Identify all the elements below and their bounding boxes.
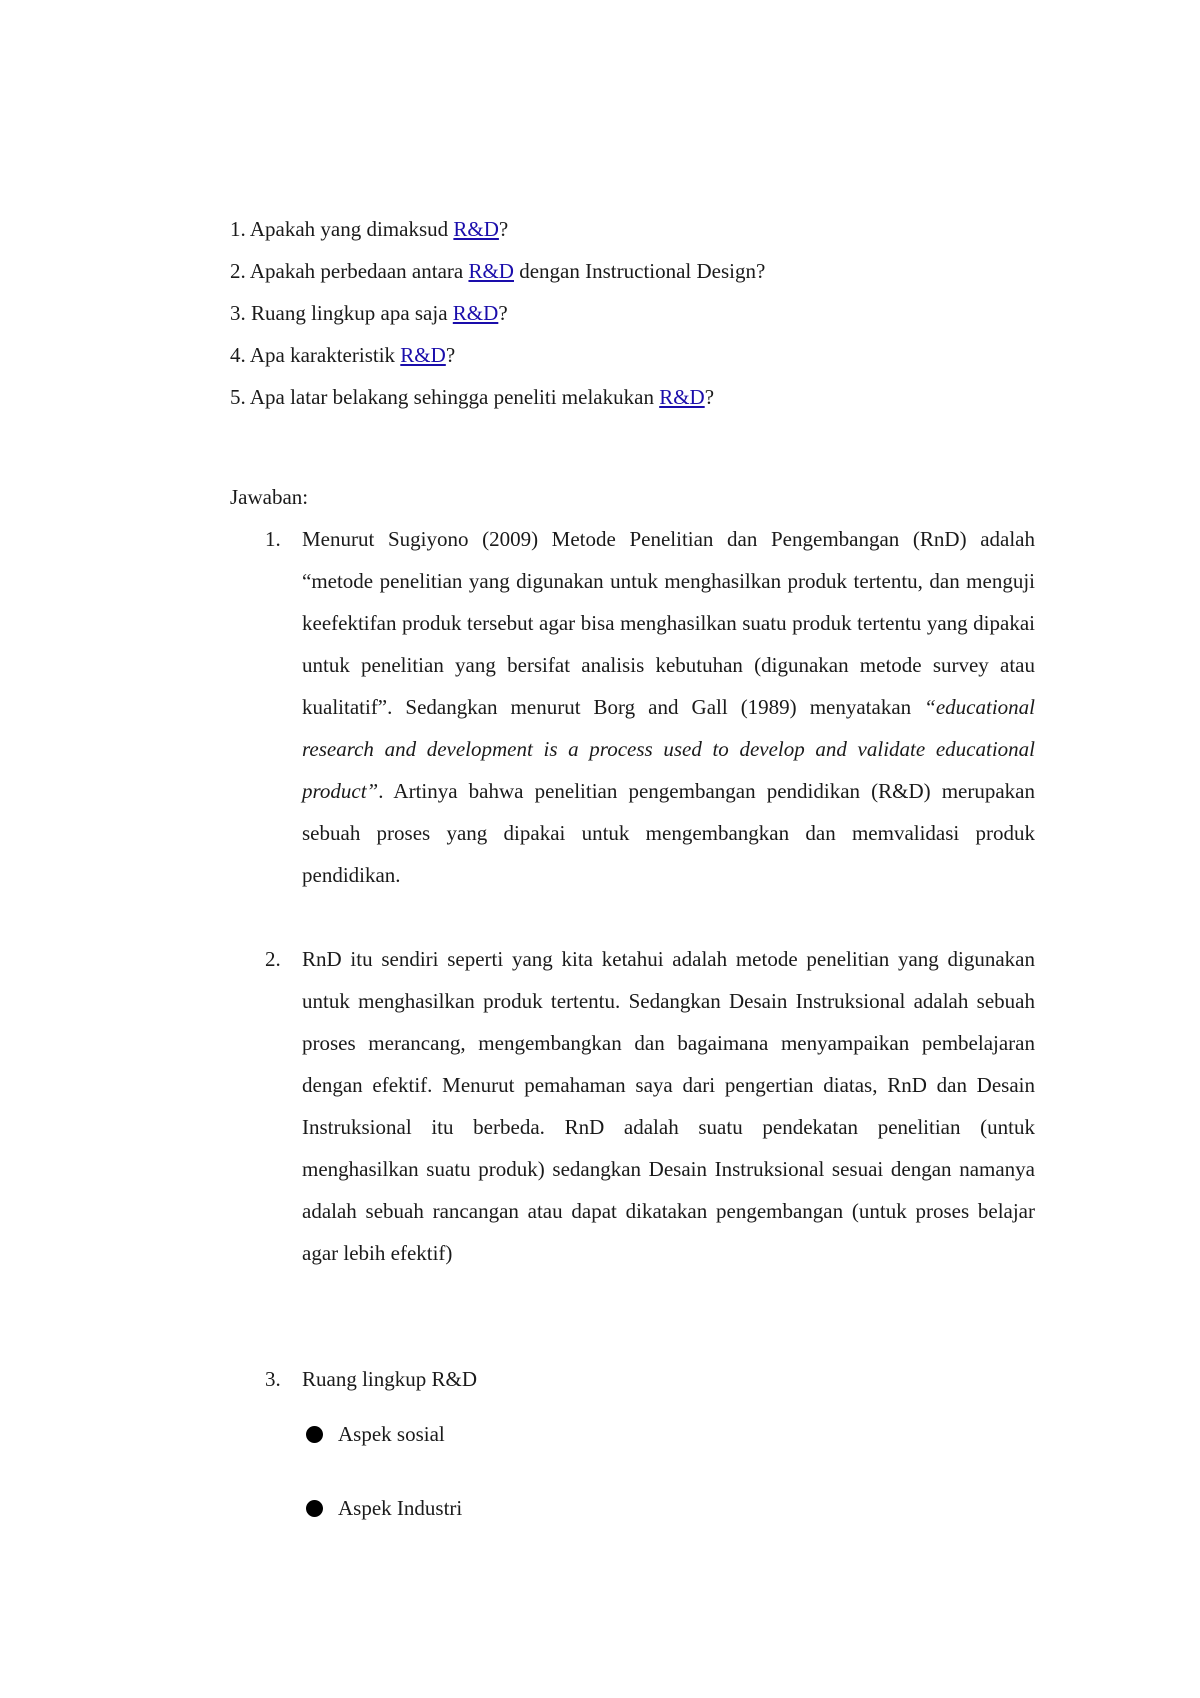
question-4: 4. Apa karakteristik R&D? [230,343,456,367]
answer-text: Menurut Sugiyono (2009) Metode Penelitian dan Pengembangan (RnD) adalah “metode penelitian yang digunakan untuk menghasilkan produk tertentu, dan menguji keefektifan produk tersebut agar bisa menghasilkan suatu produk tertentu yang dipakai untuk penelitian yang bersifat analisis kebutuhan (digunakan metode survey atau kualitatif”. Sedangkan menurut Borg and Gall (1989) menyatakan “educational research and development is a process used to develop and validate educational product”. Artinya bahwa penelitian pengembangan pendidikan (R&D) merupakan sebuah proses yang dipakai untuk mengembangkan dan memvalidasi produk pendidikan. [302,527,1035,887]
answer-number: 2. [265,947,281,971]
quote-italic: “educational research and development is a process used to develop and validate educational product” [302,695,1035,803]
rnd-link[interactable]: R&D [400,343,446,367]
question-3: 3. Ruang lingkup apa saja R&D? [230,301,508,325]
question-1: 1. Apakah yang dimaksud R&D? [230,217,509,241]
bullet-item: Aspek sosial [306,1413,445,1455]
answer-text: Ruang lingkup R&D [302,1367,478,1391]
rnd-link[interactable]: R&D [468,259,514,283]
answer-number: 3. [265,1367,281,1391]
rnd-link[interactable]: R&D [659,385,705,409]
answer-3 [265,1358,1035,1400]
bullet-dot-icon [306,1500,323,1517]
answer-2 [265,938,1035,1274]
rnd-link[interactable]: R&D [453,217,499,241]
answers-label: Jawaban: [230,485,309,509]
bullet-item: Aspek Industri [306,1487,462,1529]
question-2: 2. Apakah perbedaan antara R&D dengan Instructional Design? [230,259,766,283]
answer-text: RnD itu sendiri seperti yang kita ketahui adalah metode penelitian yang digunakan untuk menghasilkan produk tertentu. Sedangkan Desain Instruksional adalah sebuah proses merancang, mengembangkan dan bagaimana menyampaikan pembelajaran dengan efektif. Menurut pemahaman saya dari pengertian diatas, RnD dan Desain Instruksional itu berbeda. RnD adalah suatu pendekatan penelitian (untuk menghasilkan suatu produk) sedangkan Desain Instruksional sesuai dengan namanya adalah sebuah rancangan atau dapat dikatakan pengembangan (untuk proses belajar agar lebih efektif) [302,947,1035,1265]
bullet-dot-icon [306,1426,323,1443]
answer-1 [265,518,1035,896]
question-5: 5. Apa latar belakang sehingga peneliti melakukan R&D? [230,385,715,409]
rnd-link[interactable]: R&D [452,301,499,325]
answer-number: 1. [265,527,281,551]
